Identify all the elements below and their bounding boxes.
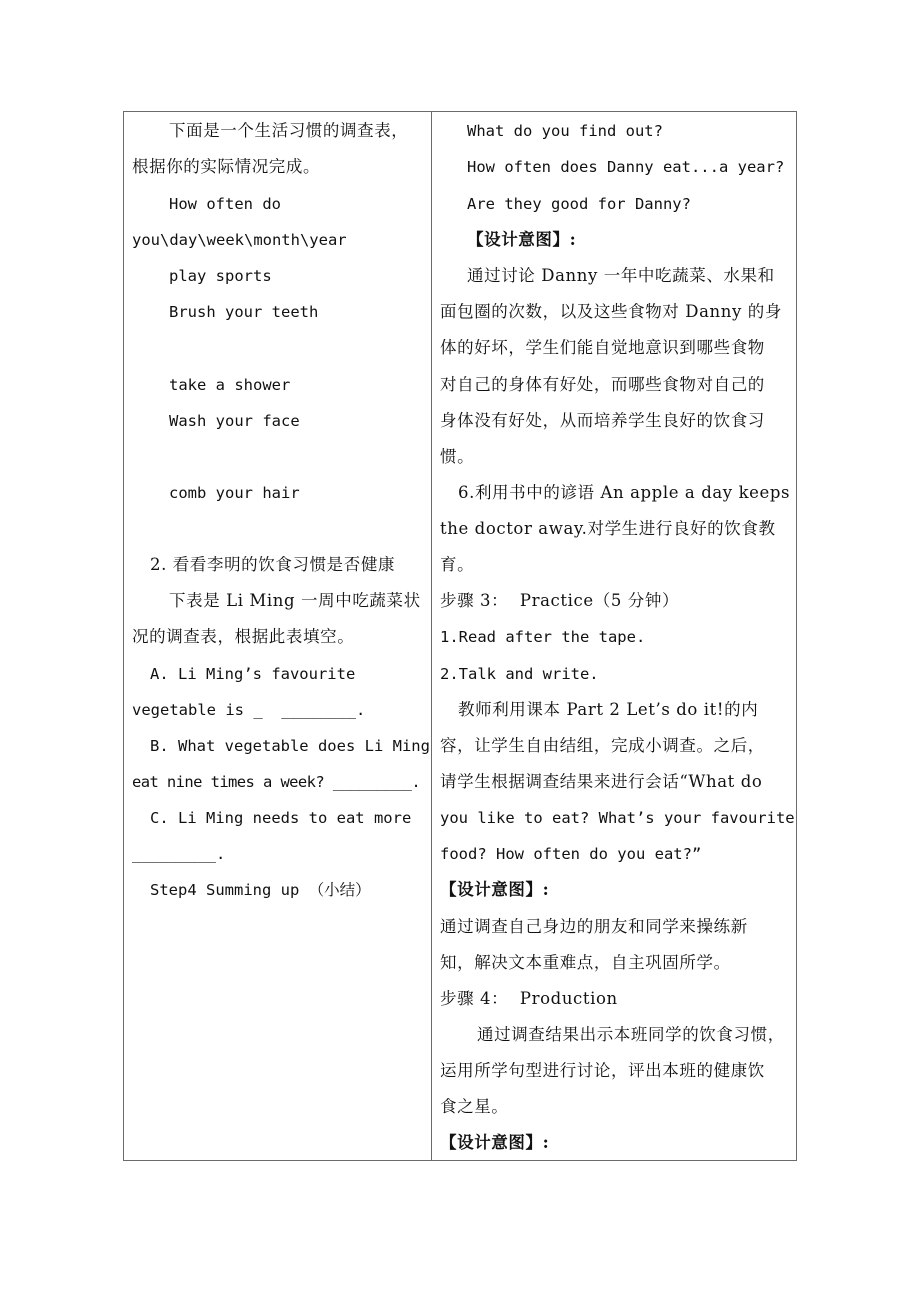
design-intent-heading-1: 【设计意图】: bbox=[467, 230, 577, 249]
li-ming-intro-line-1: 下表是 Li Ming 一周中吃蔬菜状 bbox=[169, 591, 421, 610]
design-intent-2-line-1: 通过调查自己身边的朋友和同学来操练新 bbox=[440, 917, 748, 936]
habit-comb-hair: comb your hair bbox=[169, 484, 300, 502]
design-intent-1-line-4: 对自己的身体有好处，而哪些食物对自己的 bbox=[440, 375, 765, 394]
question-b-line-2: eat nine times a week? _________. bbox=[132, 773, 421, 791]
question-c-line-1: C. Li Ming needs to eat more bbox=[150, 809, 412, 827]
habit-take-shower: take a shower bbox=[169, 376, 291, 394]
li-ming-intro-line-2: 况的调查表，根据此表填空。 bbox=[132, 627, 355, 646]
how-often-question-line-1: How often do bbox=[169, 195, 281, 213]
question-b-line-1: B. What vegetable does Li Ming bbox=[150, 737, 430, 755]
practice-item-1: 1.Read after the tape. bbox=[440, 628, 646, 646]
design-intent-1-line-5: 身体没有好处，从而培养学生良好的饮食习 bbox=[440, 411, 765, 430]
proverb-line-2: the doctor away.对学生进行良好的饮食教 bbox=[440, 519, 776, 538]
practice-desc-line-3: 请学生根据调查结果来进行会话“What do bbox=[440, 772, 763, 791]
practice-desc-line-5: food? How often do you eat?” bbox=[440, 845, 702, 863]
practice-item-2: 2.Talk and write. bbox=[440, 665, 599, 683]
production-desc-line-1: 通过调查结果出示本班同学的饮食习惯， bbox=[477, 1025, 785, 1044]
step3-practice-heading: 步骤 3： Practice（5 分钟） bbox=[440, 591, 680, 610]
production-desc-line-3: 食之星。 bbox=[440, 1097, 509, 1116]
question-good-for-danny: Are they good for Danny? bbox=[467, 195, 691, 213]
practice-desc-line-4: you like to eat? What’s your favourite bbox=[440, 809, 795, 827]
design-intent-1-line-1: 通过讨论 Danny 一年中吃蔬菜、水果和 bbox=[467, 266, 775, 285]
design-intent-2-line-2: 知，解决文本重难点，自主巩固所学。 bbox=[440, 953, 731, 972]
survey-intro-line-1: 下面是一个生活习惯的调查表， bbox=[169, 121, 409, 140]
production-desc-line-2: 运用所学句型进行讨论，评出本班的健康饮 bbox=[440, 1061, 765, 1080]
question-a-line-1: A. Li Ming’s favourite bbox=[150, 665, 356, 683]
habit-wash-face: Wash your face bbox=[169, 412, 300, 430]
design-intent-1-line-6: 惯。 bbox=[440, 447, 475, 466]
design-intent-heading-2: 【设计意图】: bbox=[440, 880, 550, 899]
left-column-cell bbox=[124, 112, 431, 1160]
question-a-line-2: vegetable is _ ________. bbox=[132, 701, 366, 719]
design-intent-1-line-3: 体的好坏，学生们能自觉地意识到哪些食物 bbox=[440, 338, 765, 357]
section-2-heading: 2. 看看李明的饮食习惯是否健康 bbox=[150, 555, 396, 574]
question-how-often-danny: How often does Danny eat...a year? bbox=[467, 158, 785, 176]
practice-desc-line-2: 容，让学生自由结组，完成小调查。之后， bbox=[440, 736, 765, 755]
proverb-line-1: 6.利用书中的谚语 An apple a day keeps bbox=[458, 483, 791, 502]
question-find-out: What do you find out? bbox=[467, 122, 663, 140]
design-intent-1-line-2: 面包圈的次数，以及这些食物对 Danny 的身 bbox=[440, 302, 782, 321]
habit-brush-teeth: Brush your teeth bbox=[169, 303, 319, 321]
habit-play-sports: play sports bbox=[169, 267, 272, 285]
design-intent-heading-3: 【设计意图】: bbox=[440, 1133, 550, 1152]
practice-desc-line-1: 教师利用课本 Part 2 Let’s do it!的内 bbox=[458, 700, 759, 719]
lesson-plan-table bbox=[123, 111, 797, 1161]
proverb-line-3: 育。 bbox=[440, 555, 475, 574]
question-c-line-2: _________. bbox=[132, 845, 226, 863]
step4-summing-up: Step4 Summing up （小结） bbox=[150, 881, 371, 899]
survey-intro-line-2: 根据你的实际情况完成。 bbox=[132, 157, 321, 176]
step4-production-heading: 步骤 4： Production bbox=[440, 989, 618, 1008]
right-column-cell bbox=[432, 112, 797, 1160]
how-often-question-line-2: you\day\week\month\year bbox=[132, 231, 347, 249]
